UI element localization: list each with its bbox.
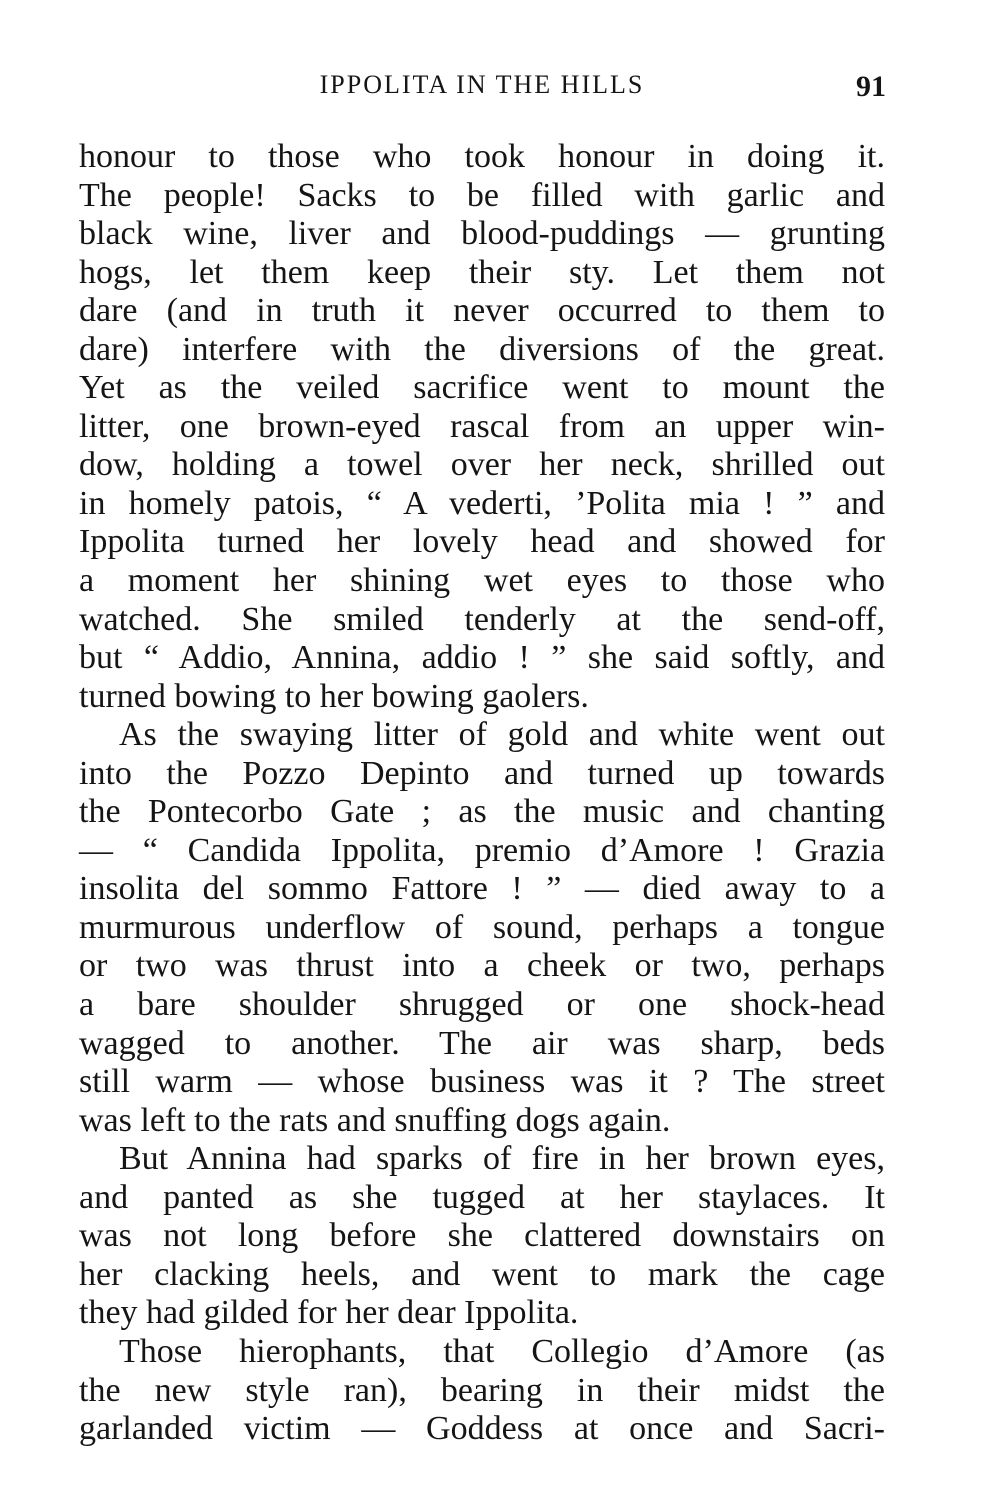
text-line: Those hierophants, that Collegio d’Amore (as	[119, 1332, 885, 1370]
text-line: — “ Candida Ippolita, premio d’Amore ! Grazia	[79, 831, 885, 869]
text-line: black wine, liver and blood-puddings — grunting	[79, 215, 885, 253]
text-line: But Annina had sparks of fire in her brown eyes,	[119, 1140, 885, 1178]
text-line: insolita del sommo Fattore ! ” — died away to a	[79, 870, 885, 908]
text-line: watched. She smiled tenderly at the send-off,	[79, 600, 885, 638]
text-line: The people! Sacks to be filled with garlic and	[79, 176, 885, 214]
text-line: they had gilded for her dear Ippolita.	[79, 1294, 579, 1332]
body-text	[79, 138, 885, 1449]
text-line: wagged to another. The air was sharp, beds	[79, 1024, 885, 1062]
text-line: dare (and in truth it never occurred to them to	[79, 292, 885, 330]
text-line: honour to those who took honour in doing it.	[79, 138, 885, 175]
text-line: a bare shoulder shrugged or one shock-head	[79, 986, 885, 1024]
text-line: her clacking heels, and went to mark the cage	[79, 1255, 885, 1293]
text-line: or two was thrust into a cheek or two, perhaps	[79, 947, 885, 985]
text-line: dow, holding a towel over her neck, shrilled out	[79, 446, 885, 484]
text-line: Yet as the veiled sacrifice went to mount the	[79, 369, 885, 407]
text-line: and panted as she tugged at her staylaces. It	[79, 1178, 885, 1216]
text-line: garlanded victim — Goddess at once and Sacri-	[79, 1410, 885, 1448]
text-line: the new style ran), bearing in their midst the	[79, 1371, 885, 1409]
text-line: dare) interfere with the diversions of the great.	[79, 330, 885, 368]
text-line: into the Pozzo Depinto and turned up towards	[79, 754, 885, 792]
text-line: Ippolita turned her lovely head and showed for	[79, 523, 885, 561]
running-title: IPPOLITA IN THE HILLS	[319, 70, 645, 99]
text-line: a moment her shining wet eyes to those who	[79, 562, 885, 600]
text-line: As the swaying litter of gold and white went out	[119, 716, 885, 754]
text-line: litter, one brown-eyed rascal from an upper win-	[79, 407, 885, 445]
text-line: was not long before she clattered downstairs on	[79, 1217, 885, 1255]
text-line: murmurous underflow of sound, perhaps a tongue	[79, 908, 885, 946]
text-line: turned bowing to her bowing gaolers.	[79, 677, 589, 715]
text-line: still warm — whose business was it ? The street	[79, 1063, 885, 1101]
text-line: hogs, let them keep their sty. Let them not	[79, 253, 885, 291]
text-line: but “ Addio, Annina, addio ! ” she said softly, and	[79, 639, 885, 677]
text-line: was left to the rats and snuffing dogs again.	[79, 1101, 671, 1139]
page-number: 91	[856, 70, 886, 103]
running-head	[78, 66, 886, 106]
text-line: the Pontecorbo Gate ; as the music and chanting	[79, 793, 885, 831]
text-line: in homely patois, “ A vederti, ’Polita mia ! ” and	[79, 484, 885, 522]
